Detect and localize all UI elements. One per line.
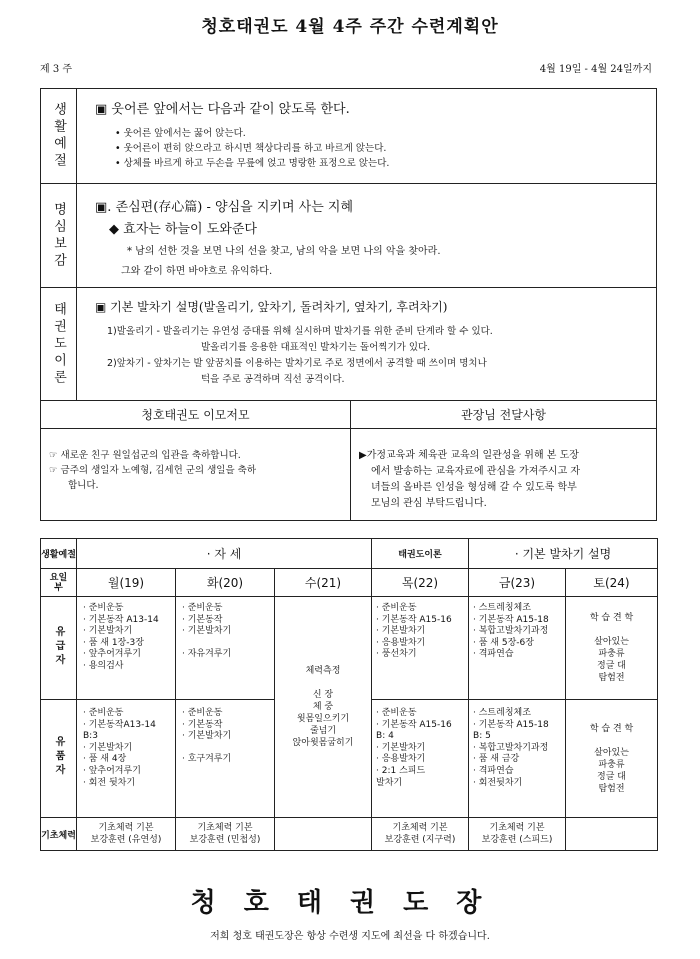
day-header: 금(23) [469, 569, 566, 597]
fitness-cell [372, 818, 469, 851]
life-etiquette-section [41, 89, 656, 184]
cell-line: 정글 대 [597, 771, 626, 782]
day-header: 수(21) [275, 569, 372, 597]
cell-line: 탐험전 [598, 783, 625, 794]
cell-line: · 앞추어겨루기 [83, 649, 141, 660]
cell-line: 보강훈련 (스피드) [481, 835, 553, 845]
list-item: 그와 같이 하면 바야흐로 유익하다. [121, 266, 273, 277]
cell-line: · 기본발차기 [376, 742, 426, 753]
corner-part-label: 부 [54, 582, 63, 593]
cell-line: 학 습 견 학 [589, 723, 634, 734]
schedule-row-colored-belt [41, 597, 658, 700]
cell-line: · 응용발차기 [376, 637, 426, 648]
section-heading: ▣ 기본 발차기 설명(발올리기, 앞차기, 돌려차기, 옆차기, 후려차기) [95, 300, 448, 314]
fitness-cell [176, 818, 275, 851]
cell-line: · 기본발차기 [182, 731, 232, 742]
cell-line: 살아있는 [594, 747, 629, 758]
cell-line: 보강훈련 (민첩성) [189, 835, 261, 845]
list-item: 1)발올리기 - 발올리기는 유연성 증대를 위해 실시하며 발차기를 위한 준비 단계라 할 수 있다. [107, 326, 493, 337]
page-title: 청호태권도 4월 4주 주간 수련계획안 [201, 17, 499, 37]
cell-line: · 복합고발차기과정 [473, 626, 549, 637]
cell-line: B: 5 [473, 731, 491, 742]
cell-line: · 회전 뒷차기 [83, 777, 136, 788]
cell-line: 보강훈련 (유연성) [90, 835, 162, 845]
cell-line [566, 735, 657, 747]
day-header: 월(19) [77, 569, 176, 597]
cell-line: · 스트레칭체조 [473, 708, 531, 718]
fitness-cell [77, 818, 176, 851]
cell-line: · 품 새 금강 [473, 754, 520, 765]
cell-line: · 기본발차기 [182, 626, 232, 637]
section-heading: ▣ 웃어른 앞에서는 다음과 같이 앉도록 한다. [95, 102, 350, 117]
cell-line: 정글 대 [597, 661, 626, 671]
list-item: * 남의 선한 것을 보면 나의 선을 찾고, 남의 악을 보면 나의 악을 찾아라. [127, 246, 441, 257]
row-label: 유품자 [41, 700, 77, 818]
schedule-cell [176, 597, 275, 700]
cell-line: · 앞추어겨루기 [83, 765, 141, 776]
theory-label: 태권도이론 [372, 539, 469, 569]
day-header: 목(22) [372, 569, 469, 597]
list-item: • 웃어른이 편히 앉으라고 하시면 책상다리를 하고 바르게 앉는다. [115, 143, 387, 154]
schedule-row-fitness [41, 818, 658, 851]
saturday-cell [566, 700, 658, 818]
director-line: 에서 발송하는 교육자료에 관심을 가져주시고 자 [371, 466, 581, 477]
cell-line: · 스트레칭체조 [473, 603, 531, 613]
schedule-cell [469, 700, 566, 818]
cell-line: · 기본발차기 [83, 626, 133, 637]
row-label: 유급자 [41, 597, 77, 700]
cell-line: · 준비운동 [182, 603, 223, 613]
list-item: 2)앞차기 - 앞차기는 발 앞꿈치를 이용하는 발차기로 주로 정면에서 공격할 때 쓰이며 명치나 [107, 358, 487, 369]
wisdom-section [41, 184, 656, 288]
director-title: 관장님 전달사항 [351, 401, 656, 429]
list-item: 발올리기를 응용한 대표적인 발차기는 돌어찍기가 있다. [201, 342, 431, 353]
saturday-cell [566, 597, 658, 700]
schedule-topic-row [41, 539, 658, 569]
cell-line: · 기본발차기 [376, 626, 426, 637]
cell-line: · 기본발차기 [83, 742, 133, 753]
section-subheading: ◆ 효자는 하늘이 도와준다 [109, 222, 257, 237]
news-item: ☞ 금주의 생일자 노예형, 김세헌 군의 생일을 축하 [49, 465, 257, 476]
schedule-cell [77, 597, 176, 700]
news-title: 청호태권도 이모저모 [41, 401, 351, 429]
cell-line: · 2:1 스피드 [376, 765, 426, 776]
director-panel [351, 429, 656, 520]
cell-line: 기초체력 기본 [197, 823, 253, 833]
cell-line: 살아있는 [594, 637, 629, 647]
cell-line: · 복합고발차기과정 [473, 742, 549, 753]
section-label: 명심보감 [51, 201, 66, 270]
cell-line: · 호구겨루기 [182, 754, 232, 765]
schedule-cell [372, 700, 469, 818]
section-label: 생활예절 [51, 102, 66, 170]
director-line: ▶가정교육과 체육관 교육의 일관성을 위해 본 도장 [359, 450, 579, 461]
fitness-cell [469, 818, 566, 851]
cell-line: · 격파연습 [473, 765, 514, 776]
cell-line: · 기본동작 [182, 614, 223, 625]
schedule-cell [469, 597, 566, 700]
cell-line: · 응용발차기 [376, 754, 426, 765]
cell-line: 기초체력 기본 [392, 823, 448, 833]
etiquette-topic: · 자 세 [77, 539, 372, 569]
cell-line [182, 638, 274, 650]
cell-line: · 품 새 4장 [83, 754, 127, 765]
day-header: 화(20) [176, 569, 275, 597]
week-number: 제 3 주 [40, 64, 73, 75]
fitness-cell [275, 818, 372, 851]
cell-line: 줄넘기 [309, 726, 337, 736]
cell-line: 앉아윗몸굽히기 [292, 738, 354, 748]
cell-line: 기초체력 기본 [489, 823, 545, 833]
cell-line: 파충류 [598, 759, 625, 770]
cell-line: 보강훈련 (지구력) [384, 835, 456, 845]
cell-line: 학 습 견 학 [589, 613, 634, 623]
school-motto: 저희 청호 태권도장은 항상 수련생 지도에 최선을 다 하겠습니다. [210, 931, 490, 942]
cell-line: 신 장 [312, 690, 334, 700]
etiquette-label: 생활예절 [41, 539, 77, 569]
cell-line: · 회전뒷차기 [473, 777, 523, 788]
cell-line: · 준비운동 [83, 603, 124, 613]
section-heading: ▣. 존심편(存心篇) - 양심을 지키며 사는 지혜 [95, 200, 353, 215]
cell-line: · 자유겨루기 [182, 649, 232, 660]
cell-line: · 기본동작 A15-18 [473, 614, 549, 625]
director-line: 모님의 관심 부탁드립니다. [371, 498, 487, 509]
section-label: 태권도이론 [51, 301, 66, 387]
cell-line: · 기본동작 A15-18 [473, 719, 549, 730]
cell-line: · 품 새 1장-3장 [83, 637, 144, 648]
school-name: 청호태권도장 [190, 888, 510, 918]
cell-line [275, 677, 371, 689]
schedule-cell [176, 700, 275, 818]
cell-line: · 기본동작 A13-14 [83, 614, 159, 625]
cell-line: · 기본동작 A15-16 [376, 719, 452, 730]
cell-line: · 준비운동 [182, 708, 223, 718]
fitness-cell [566, 818, 658, 851]
cell-line: · 준비운동 [376, 708, 417, 718]
news-item: ☞ 새로운 친구 원일섭군의 입관을 축하합니다. [49, 450, 241, 461]
day-header: 토(24) [566, 569, 658, 597]
corner-cell [41, 569, 77, 597]
cell-line: · 준비운동 [376, 603, 417, 613]
cell-line: · 격파연습 [473, 649, 514, 660]
cell-line [182, 743, 274, 755]
list-item: • 상체를 바르게 하고 두손을 무릎에 얹고 명랑한 표정으로 앉는다. [115, 158, 390, 169]
cell-line: · 준비운동 [83, 708, 124, 718]
cell-line: 발차기 [376, 777, 403, 788]
cell-line: · 용의검사 [83, 660, 124, 671]
schedule-cell [372, 597, 469, 700]
director-line: 녀들의 올바른 인성을 형성해 갈 수 있도록 학부 [371, 482, 577, 493]
cell-line: 기초체력 기본 [98, 823, 154, 833]
schedule-cell [77, 700, 176, 818]
cell-line: 파충류 [598, 649, 625, 659]
news-item: 합니다. [68, 480, 99, 491]
news-panel [41, 429, 351, 520]
cell-line: 체 중 [312, 702, 334, 712]
schedule-table [40, 538, 658, 851]
cell-line: · 기본동작A13-14 [83, 719, 156, 730]
cell-line: · 기본동작 [182, 719, 223, 730]
cell-line: · 품 새 5장-6장 [473, 637, 534, 648]
cell-line: · 기본동작 A15-16 [376, 614, 452, 625]
date-range: 4월 19일 - 4월 24일까지 [539, 64, 652, 75]
theory-topic: · 기본 발차기 설명 [469, 539, 658, 569]
cell-line: 체력측정 [305, 666, 341, 676]
row-label: 기초체력 [41, 818, 77, 851]
cell-line: 탐험전 [598, 673, 625, 683]
corner-day-label: 요일 [49, 572, 68, 583]
cell-line: · 풍선차기 [376, 649, 417, 660]
cell-line [566, 624, 657, 636]
cell-line: B: 4 [376, 731, 394, 742]
list-item: • 웃어른 앞에서는 꿇어 앉는다. [115, 128, 246, 139]
cell-line: B:3 [83, 731, 98, 742]
weekly-notes-box [40, 88, 657, 521]
theory-section [41, 288, 656, 401]
list-item: 턱을 주로 공격하며 직선 공격이다. [201, 374, 345, 385]
schedule-day-row [41, 569, 658, 597]
cell-line: 윗몸일으키기 [296, 714, 350, 724]
wednesday-cell [275, 597, 372, 818]
